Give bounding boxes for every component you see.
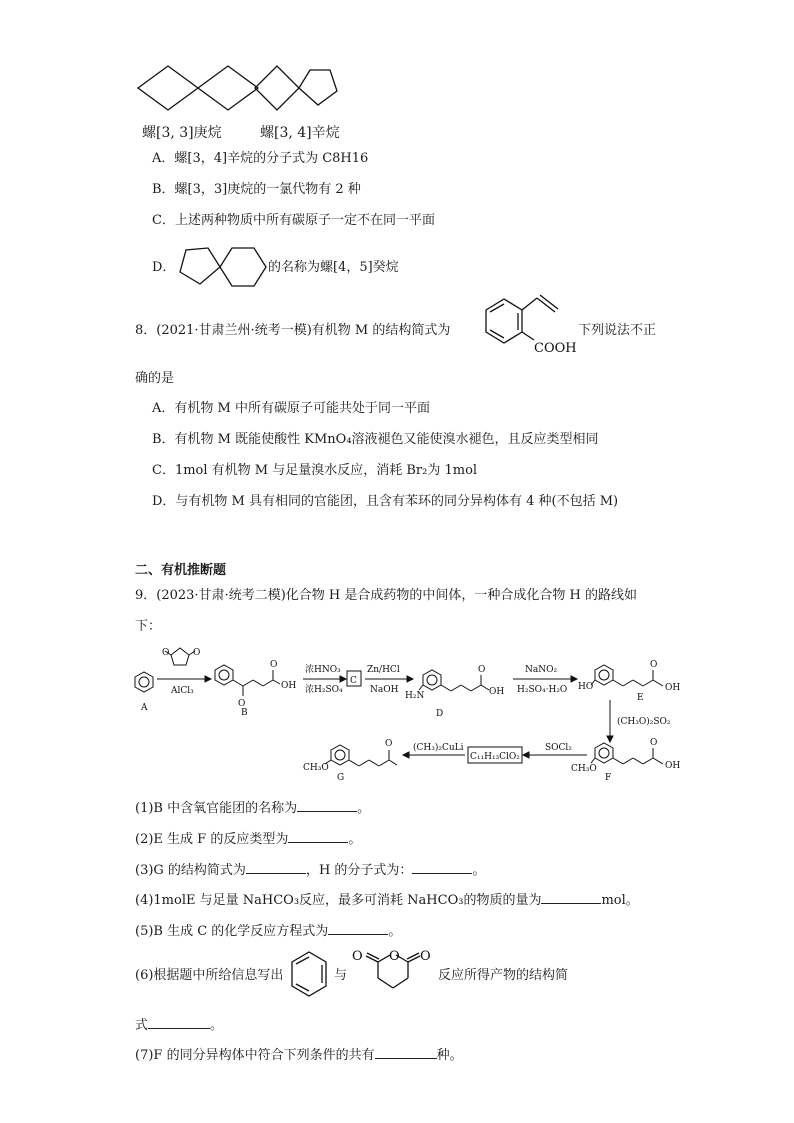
svg-text:AlCl₃: AlCl₃	[171, 686, 194, 696]
svg-text:O: O	[352, 949, 363, 964]
answer-blank-5[interactable]	[328, 920, 388, 935]
q9-sub6-b: 与	[334, 968, 348, 983]
svg-text:SOCl₂: SOCl₂	[545, 743, 572, 753]
q9-sub6-a: (6)根据题中所给信息写出	[135, 968, 284, 983]
svg-text:O: O	[238, 699, 246, 709]
q7-option-b: B．螺[3，3]庚烷的一氯代物有 2 种	[152, 182, 361, 197]
q8-option-a: A．有机物 M 中所有碳原子可能共处于同一平面	[152, 401, 430, 416]
spiro-3-3-left-ring	[138, 66, 198, 110]
q8-stem-c: 确的是	[135, 371, 175, 386]
cooh-label: COOH	[534, 341, 577, 356]
svg-text:O: O	[650, 738, 658, 748]
svg-text:(CH₃)₂CuLi: (CH₃)₂CuLi	[413, 743, 464, 753]
svg-text:O: O	[478, 665, 486, 675]
q9-sub4: (4)1molE 与足量 NaHCO₃反应，最多可消耗 NaHCO₃的物质的量为 mol。	[135, 889, 639, 910]
svg-text:CH₃O: CH₃O	[303, 763, 329, 773]
q8-stem-a: 8．(2021·甘肃兰州·统考一模)有机物 M 的结构简式为	[135, 323, 451, 338]
svg-text:O: O	[420, 949, 431, 964]
q8-stem-b: 下列说法不正	[578, 323, 657, 338]
q9-sub7: (7)F 的同分异构体中符合下列条件的共有 种。	[135, 1044, 463, 1065]
synthesis-scheme	[125, 640, 705, 790]
svg-text:O: O	[193, 648, 201, 658]
answer-blank-3a[interactable]	[246, 859, 306, 874]
answer-blank-1[interactable]	[297, 797, 357, 812]
q9-sub6-d: 式 。	[135, 1014, 223, 1035]
q7-option-a: A．螺[3，4]辛烷的分子式为 C8H16	[152, 151, 369, 166]
svg-text:B: B	[241, 708, 248, 718]
q7-option-d-prefix: D．	[152, 260, 176, 275]
svg-text:NaOH: NaOH	[370, 685, 399, 695]
glutaric-anhydride-structure	[348, 948, 434, 1000]
svg-text:C₁₁H₁₃ClO₂: C₁₁H₁₃ClO₂	[470, 752, 520, 762]
svg-text:NaNO₂: NaNO₂	[525, 665, 558, 675]
svg-text:OH: OH	[281, 681, 297, 691]
spiro-3-4-square	[255, 66, 299, 110]
q8-option-b: B．有机物 M 既能使酸性 KMnO₄溶液褪色又能使溴水褪色，且反应类型相同	[152, 432, 599, 447]
q9-sub6-c: 反应所得产物的结构简	[438, 968, 569, 983]
svg-text:O: O	[270, 660, 278, 670]
q7-option-d-suffix: 的名称为螺[4，5]癸烷	[268, 260, 399, 275]
svg-text:OH: OH	[665, 761, 681, 771]
spiro-label-heptane: 螺[3, 3]庚烷	[142, 125, 222, 141]
svg-text:Zn/HCl: Zn/HCl	[367, 665, 400, 675]
benzene-structure	[288, 948, 330, 1000]
spiro-4-5-structure	[176, 244, 268, 290]
answer-blank-7[interactable]	[375, 1044, 437, 1059]
svg-text:(CH₃O)₂SO₂: (CH₃O)₂SO₂	[617, 717, 671, 727]
q9-stem-1: 9．(2023·甘肃·统考二模)化合物 H 是合成药物的中间体，一种合成化合物 H 的路线如	[135, 588, 637, 603]
svg-text:H₂SO₄·H₂O: H₂SO₄·H₂O	[517, 685, 568, 695]
svg-text:O: O	[650, 660, 658, 670]
answer-blank-4[interactable]	[541, 889, 601, 904]
q8-option-c: C．1mol 有机物 M 与足量溴水反应，消耗 Br₂为 1mol	[152, 463, 478, 478]
q9-sub5: (5)B 生成 C 的化学反应方程式为 。	[135, 920, 401, 941]
svg-text:OH: OH	[489, 687, 505, 697]
svg-text:浓HNO₃: 浓HNO₃	[305, 665, 341, 675]
svg-text:D: D	[436, 709, 444, 719]
q9-stem-2: 下：	[135, 619, 162, 634]
svg-text:O: O	[162, 648, 170, 658]
spiro-label-octane: 螺[3, 4]辛烷	[260, 125, 340, 141]
compound-m-structure	[462, 290, 580, 360]
q9-sub3: (3)G 的结构简式为 ，H 的分子式为： 。	[135, 859, 485, 880]
svg-text:浓H₂SO₄: 浓H₂SO₄	[305, 685, 343, 695]
svg-text:F: F	[605, 773, 612, 783]
svg-text:A: A	[141, 703, 148, 713]
answer-blank-2[interactable]	[288, 828, 348, 843]
spiro-3-3-right-ring	[198, 66, 258, 110]
svg-text:O: O	[389, 949, 400, 964]
q7-option-c: C．上述两种物质中所有碳原子一定不在同一平面	[152, 213, 435, 228]
svg-text:HO: HO	[578, 682, 594, 692]
svg-text:OH: OH	[665, 683, 681, 693]
svg-text:CH₃O: CH₃O	[571, 764, 597, 774]
q9-sub2: (2)E 生成 F 的反应类型为 。	[135, 828, 361, 849]
svg-text:O: O	[385, 739, 393, 749]
answer-blank-6[interactable]	[148, 1014, 210, 1029]
svg-text:H₂N: H₂N	[405, 691, 425, 701]
answer-blank-3b[interactable]	[412, 859, 472, 874]
svg-text:G: G	[337, 773, 345, 783]
q9-sub1: (1)B 中含氧官能团的名称为 。	[135, 797, 370, 818]
svg-text:E: E	[637, 693, 644, 703]
spiro-3-4-pentagon	[299, 70, 337, 105]
section-title: 二、有机推断题	[135, 563, 227, 578]
svg-text:C: C	[350, 676, 357, 686]
spiro-structures	[130, 58, 350, 118]
q8-option-d: D．与有机物 M 具有相同的官能团，且含有苯环的同分异构体有 4 种(不包括 M)	[152, 494, 619, 509]
